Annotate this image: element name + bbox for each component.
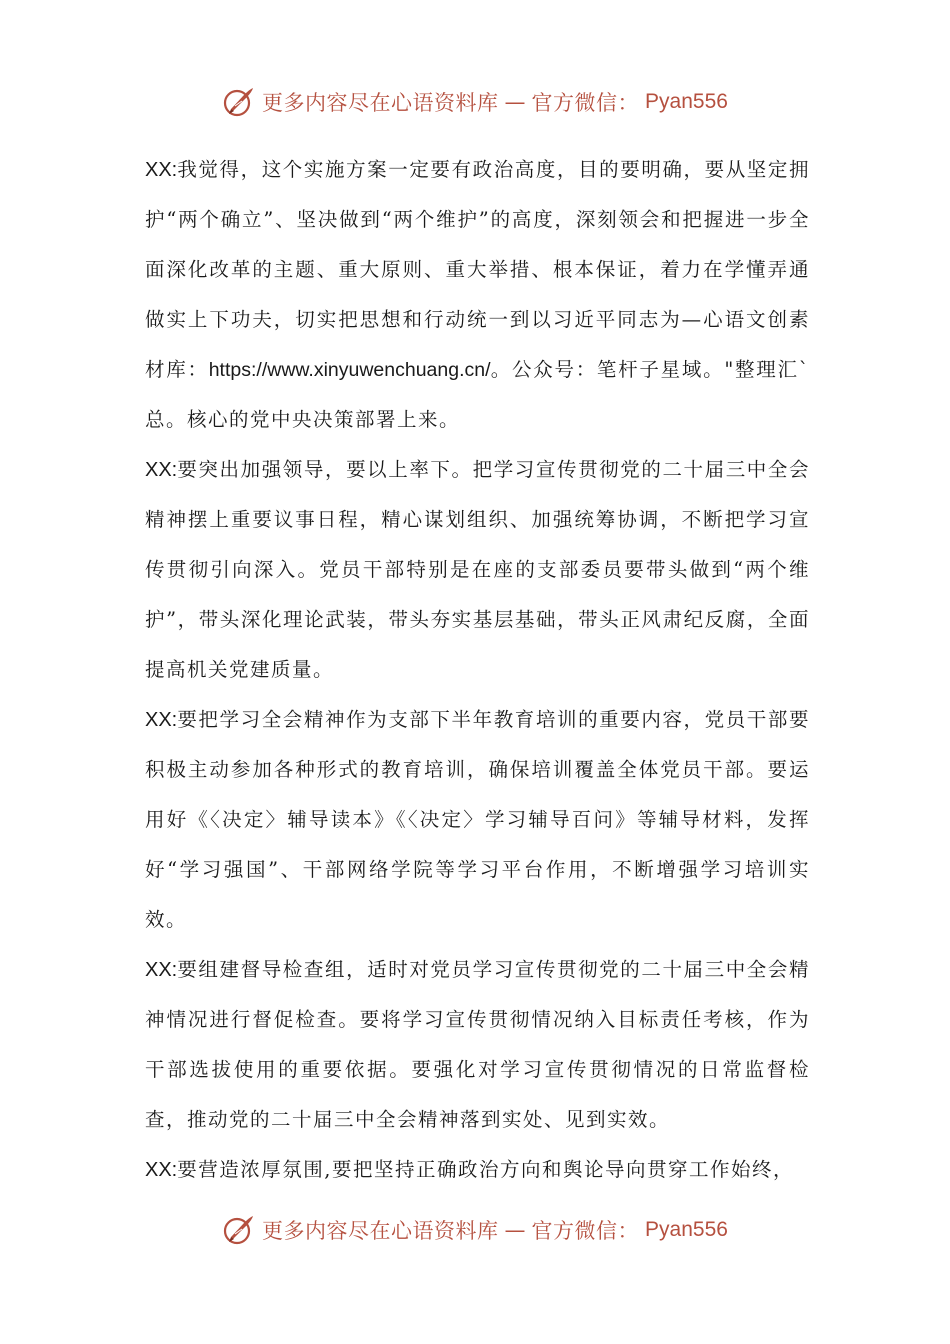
banner-site-text: 更多内容尽在心语资料库	[262, 91, 499, 115]
quill-pen-logo-icon	[222, 85, 256, 119]
source-url: https://www.xinyuwenchuang.cn/	[208, 359, 491, 381]
speaker-label: XX:	[145, 159, 178, 181]
paragraph-4	[145, 945, 810, 1145]
paragraph-3	[145, 695, 810, 945]
banner-separator: —	[504, 1218, 526, 1242]
banner-label: 官方微信：	[531, 91, 640, 115]
paragraph-text: 。公众号：笔杆子星域。"整理汇`总。核心的党中央决策部署上来。	[145, 358, 810, 431]
paragraph-2	[145, 445, 810, 695]
paragraph-1	[145, 145, 810, 445]
paragraph-5	[145, 1145, 810, 1195]
document-body	[145, 145, 810, 1195]
speaker-label: XX:	[145, 459, 178, 481]
banner-site-text: 更多内容尽在心语资料库	[262, 1219, 499, 1243]
speaker-label: XX:	[145, 709, 178, 731]
quill-pen-logo-icon	[222, 1213, 256, 1247]
paragraph-text: 我觉得，这个实施方案一定要有政治高度，目的要明确，要从坚定拥护“两个确立”、坚决做到“两个维护”的高度，深刻领会和把握进一步全面深化改革的主题、重大原则、重大举措、根本保证，着力在学懂弄通做实上下功夫，切实把思想和行动统一到以习近平同志为—心语文创素材库：	[145, 158, 810, 381]
paragraph-text: 要组建督导检查组，适时对党员学习宣传贯彻党的二十届三中全会精神情况进行督促检查。要将学习宣传贯彻情况纳入目标责任考核，作为干部选拔使用的重要依据。要强化对学习宣传贯彻情况的日常监督检查，推动党的二十届三中全会精神落到实处、见到实效。	[145, 958, 810, 1131]
banner-label: 官方微信：	[531, 1219, 640, 1243]
paragraph-text: 要把学习全会精神作为支部下半年教育培训的重要内容，党员干部要积极主动参加各种形式的教育培训，确保培训覆盖全体党员干部。要运用好《〈决定〉辅导读本》《〈决定〉学习辅导百问》等辅导材料，发挥好“学习强国”、干部网络学院等学习平台作用，不断增强学习培训实效。	[145, 708, 810, 931]
paragraph-text: 要突出加强领导，要以上率下。把学习宣传贯彻党的二十届三中全会精神摆上重要议事日程，精心谋划组织、加强统筹协调，不断把学习宣传贯彻引向深入。党员干部特别是在座的支部委员要带头做到“两个维护”，带头深化理论武装，带头夯实基层基础，带头正风肃纪反腐，全面提高机关党建质量。	[145, 458, 810, 681]
banner-wechat-id: Pyan556	[645, 1218, 728, 1241]
footer-watermark-banner	[0, 1208, 950, 1252]
header-watermark-banner	[0, 80, 950, 124]
paragraph-text: 要营造浓厚氛围,要把坚持正确政治方向和舆论导向贯穿工作始终，	[177, 1158, 794, 1181]
speaker-label: XX:	[145, 959, 178, 981]
speaker-label: XX:	[145, 1159, 178, 1181]
banner-wechat-id: Pyan556	[645, 90, 728, 113]
banner-separator: —	[504, 90, 526, 114]
